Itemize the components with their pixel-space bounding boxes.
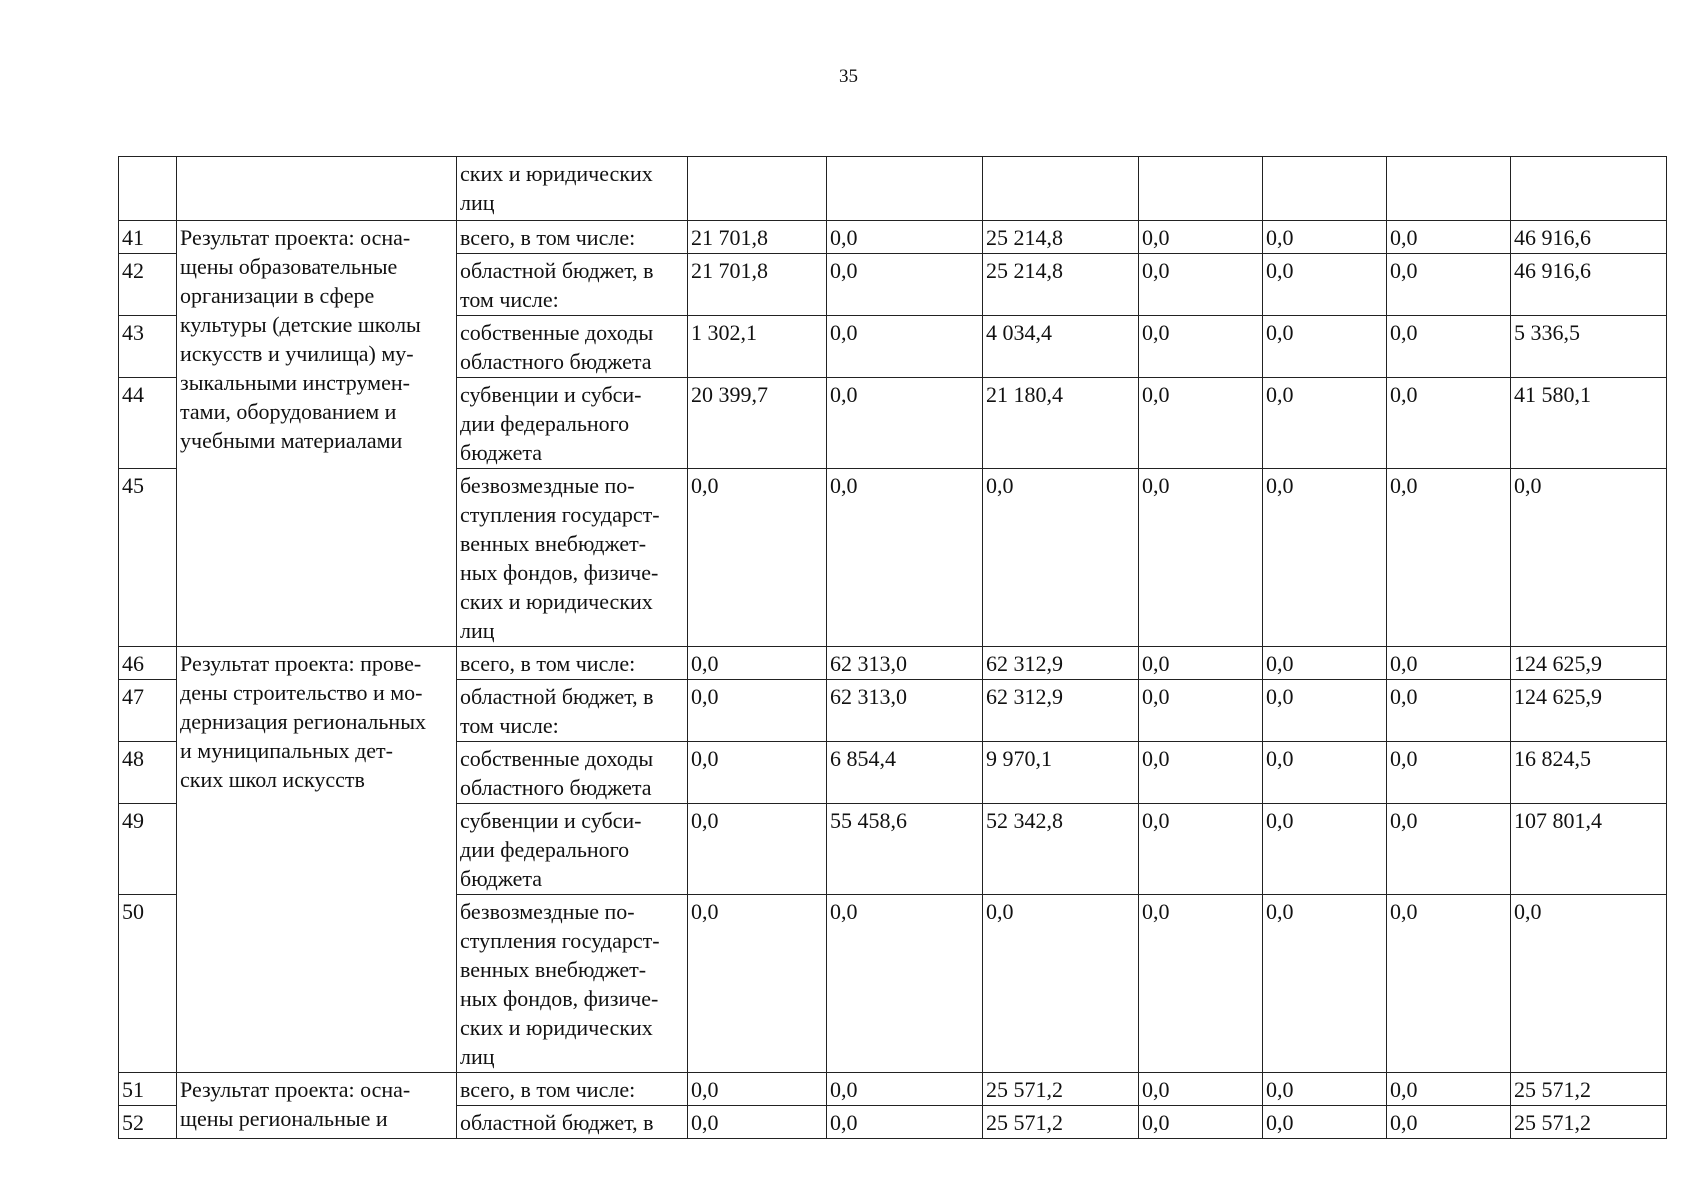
value-cell: 0,0: [827, 895, 983, 1073]
value-cell: 0,0: [1387, 680, 1511, 742]
table-row: [119, 221, 1667, 254]
value-cell: 0,0: [1263, 1073, 1387, 1106]
value-cell: 0,0: [827, 1073, 983, 1106]
funding-source-cell: [457, 157, 688, 221]
value-cell: 0,0: [983, 895, 1139, 1073]
funding-source-cell: [457, 647, 688, 680]
value-cell: 25 571,2: [983, 1073, 1139, 1106]
value-cell: 0,0: [827, 1106, 983, 1139]
value-cell: 25 571,2: [1511, 1073, 1667, 1106]
text-line: бюджета: [460, 440, 543, 465]
value-cell: 25 214,8: [983, 254, 1139, 316]
value-cell: 0,0: [1387, 469, 1511, 647]
value-cell: 0,0: [1263, 378, 1387, 469]
row-number-cell: 47: [119, 680, 177, 742]
value-cell: 0,0: [688, 804, 827, 895]
value-cell: 1 302,1: [688, 316, 827, 378]
value-cell: 124 625,9: [1511, 680, 1667, 742]
text-line: искусств и училища) му-: [180, 341, 414, 366]
value-cell: 41 580,1: [1511, 378, 1667, 469]
value-cell: 0,0: [1511, 469, 1667, 647]
value-cell: 0,0: [1387, 254, 1511, 316]
value-cell: 0,0: [1139, 254, 1263, 316]
row-number-cell: 51: [119, 1073, 177, 1106]
budget-table: [118, 156, 1667, 1139]
text-line: щены образовательные: [180, 254, 398, 279]
text-line: тами, оборудованием и: [180, 399, 397, 424]
value-cell: 0,0: [1263, 680, 1387, 742]
value-cell: 4 034,4: [983, 316, 1139, 378]
value-cell: 55 458,6: [827, 804, 983, 895]
row-number-cell: 45: [119, 469, 177, 647]
text-line: безвозмездные по-: [460, 473, 635, 498]
text-line: Результат проекта: прове-: [180, 651, 422, 676]
text-line: областной бюджет, в: [460, 684, 654, 709]
value-cell: 0,0: [1139, 647, 1263, 680]
value-cell: 0,0: [1387, 804, 1511, 895]
value-cell: 0,0: [1387, 895, 1511, 1073]
value-cell: 62 312,9: [983, 647, 1139, 680]
value-cell: 0,0: [1139, 742, 1263, 804]
text-line: том числе:: [460, 287, 559, 312]
funding-source-cell: [457, 742, 688, 804]
text-line: лиц: [460, 190, 495, 215]
row-number-cell: 42: [119, 254, 177, 316]
text-line: дены строительство и мо-: [180, 680, 423, 705]
text-line: лиц: [460, 618, 495, 643]
funding-source-cell: [457, 378, 688, 469]
text-line: лиц: [460, 1044, 495, 1069]
value-cell: 0,0: [688, 895, 827, 1073]
value-cell: [1139, 157, 1263, 221]
row-number-cell: 52: [119, 1106, 177, 1139]
value-cell: 0,0: [983, 469, 1139, 647]
value-cell: 25 214,8: [983, 221, 1139, 254]
value-cell: 0,0: [827, 221, 983, 254]
value-cell: [827, 157, 983, 221]
value-cell: 0,0: [1263, 804, 1387, 895]
text-line: безвозмездные по-: [460, 899, 635, 924]
value-cell: 62 313,0: [827, 647, 983, 680]
row-number-cell: 41: [119, 221, 177, 254]
value-cell: 0,0: [688, 469, 827, 647]
project-result-cell: [177, 1073, 457, 1139]
text-line: ных фондов, физиче-: [460, 560, 659, 585]
value-cell: [983, 157, 1139, 221]
row-number-cell: [119, 157, 177, 221]
value-cell: 0,0: [1511, 895, 1667, 1073]
value-cell: 25 571,2: [983, 1106, 1139, 1139]
text-line: учебными материалами: [180, 428, 403, 453]
value-cell: 16 824,5: [1511, 742, 1667, 804]
page-number: 35: [839, 66, 858, 87]
text-line: том числе:: [460, 713, 559, 738]
value-cell: 0,0: [1263, 221, 1387, 254]
text-line: бюджета: [460, 866, 543, 891]
value-cell: 0,0: [1263, 469, 1387, 647]
text-line: собственные доходы: [460, 320, 654, 345]
value-cell: 21 701,8: [688, 254, 827, 316]
text-line: субвенции и субси-: [460, 382, 642, 407]
value-cell: 0,0: [1139, 378, 1263, 469]
value-cell: 0,0: [1139, 895, 1263, 1073]
value-cell: 21 180,4: [983, 378, 1139, 469]
text-line: венных внебюджет-: [460, 957, 647, 982]
value-cell: 0,0: [688, 1073, 827, 1106]
value-cell: [1387, 157, 1511, 221]
value-cell: 0,0: [1387, 647, 1511, 680]
text-line: венных внебюджет-: [460, 531, 647, 556]
project-result-cell: [177, 221, 457, 647]
table-row: [119, 1073, 1667, 1106]
value-cell: 0,0: [1387, 316, 1511, 378]
row-number-cell: 49: [119, 804, 177, 895]
value-cell: 0,0: [688, 742, 827, 804]
funding-source-cell: [457, 804, 688, 895]
value-cell: 20 399,7: [688, 378, 827, 469]
value-cell: 0,0: [1263, 742, 1387, 804]
table-body: [119, 157, 1667, 1139]
value-cell: 62 312,9: [983, 680, 1139, 742]
value-cell: 0,0: [688, 647, 827, 680]
value-cell: 0,0: [1139, 1106, 1263, 1139]
text-line: субвенции и субси-: [460, 808, 642, 833]
project-result-cell: [177, 647, 457, 1073]
row-number-cell: 46: [119, 647, 177, 680]
value-cell: 107 801,4: [1511, 804, 1667, 895]
result-cell: [177, 157, 457, 221]
text-line: ских и юридических: [460, 1015, 653, 1040]
row-number-cell: 50: [119, 895, 177, 1073]
text-line: областной бюджет, в: [460, 258, 654, 283]
value-cell: 0,0: [1387, 1073, 1511, 1106]
value-cell: 0,0: [827, 254, 983, 316]
value-cell: 62 313,0: [827, 680, 983, 742]
text-line: ских и юридических: [460, 589, 653, 614]
funding-source-cell: [457, 1073, 688, 1106]
text-line: ных фондов, физиче-: [460, 986, 659, 1011]
text-line: ских и юридических: [460, 161, 653, 186]
value-cell: 0,0: [827, 378, 983, 469]
text-line: организации в сфере: [180, 283, 375, 308]
value-cell: 0,0: [688, 1106, 827, 1139]
text-line: щены региональные и: [180, 1106, 388, 1131]
value-cell: 124 625,9: [1511, 647, 1667, 680]
value-cell: 0,0: [1387, 221, 1511, 254]
value-cell: [1263, 157, 1387, 221]
value-cell: 25 571,2: [1511, 1106, 1667, 1139]
value-cell: 0,0: [827, 469, 983, 647]
value-cell: 21 701,8: [688, 221, 827, 254]
value-cell: 0,0: [1139, 1073, 1263, 1106]
value-cell: 9 970,1: [983, 742, 1139, 804]
value-cell: 0,0: [1387, 1106, 1511, 1139]
funding-source-cell: [457, 469, 688, 647]
value-cell: 0,0: [1139, 680, 1263, 742]
funding-source-cell: [457, 680, 688, 742]
text-line: ступления государст-: [460, 928, 660, 953]
row-number-cell: 48: [119, 742, 177, 804]
text-line: всего, в том числе:: [460, 651, 636, 676]
value-cell: 0,0: [1139, 804, 1263, 895]
value-cell: 0,0: [1139, 221, 1263, 254]
funding-source-cell: [457, 221, 688, 254]
value-cell: 5 336,5: [1511, 316, 1667, 378]
row-number-cell: 43: [119, 316, 177, 378]
value-cell: 0,0: [1263, 254, 1387, 316]
value-cell: 0,0: [1139, 316, 1263, 378]
value-cell: 0,0: [1263, 1106, 1387, 1139]
value-cell: [1511, 157, 1667, 221]
text-line: областного бюджета: [460, 775, 652, 800]
value-cell: 0,0: [1263, 895, 1387, 1073]
table-row-continued: [119, 157, 1667, 221]
value-cell: 0,0: [1263, 316, 1387, 378]
text-line: зыкальными инструмен-: [180, 370, 410, 395]
value-cell: 46 916,6: [1511, 254, 1667, 316]
value-cell: 0,0: [1387, 378, 1511, 469]
funding-source-cell: [457, 254, 688, 316]
text-line: и муниципальных дет-: [180, 738, 393, 763]
text-line: всего, в том числе:: [460, 225, 636, 250]
value-cell: 0,0: [1387, 742, 1511, 804]
value-cell: 0,0: [827, 316, 983, 378]
text-line: дернизация региональных: [180, 709, 426, 734]
funding-source-cell: [457, 1106, 688, 1139]
row-number-cell: 44: [119, 378, 177, 469]
text-line: культуры (детские школы: [180, 312, 421, 337]
text-line: всего, в том числе:: [460, 1077, 636, 1102]
funding-source-cell: [457, 316, 688, 378]
text-line: дии федерального: [460, 837, 630, 862]
funding-source-cell: [457, 895, 688, 1073]
value-cell: 52 342,8: [983, 804, 1139, 895]
value-cell: 0,0: [688, 680, 827, 742]
text-line: Результат проекта: осна-: [180, 1077, 411, 1102]
value-cell: 46 916,6: [1511, 221, 1667, 254]
value-cell: 6 854,4: [827, 742, 983, 804]
value-cell: [688, 157, 827, 221]
text-line: дии федерального: [460, 411, 630, 436]
text-line: ступления государст-: [460, 502, 660, 527]
text-line: ских школ искусств: [180, 767, 365, 792]
text-line: областной бюджет, в: [460, 1110, 654, 1135]
value-cell: 0,0: [1139, 469, 1263, 647]
text-line: Результат проекта: осна-: [180, 225, 411, 250]
text-line: собственные доходы: [460, 746, 654, 771]
value-cell: 0,0: [1263, 647, 1387, 680]
table-row: [119, 647, 1667, 680]
text-line: областного бюджета: [460, 349, 652, 374]
